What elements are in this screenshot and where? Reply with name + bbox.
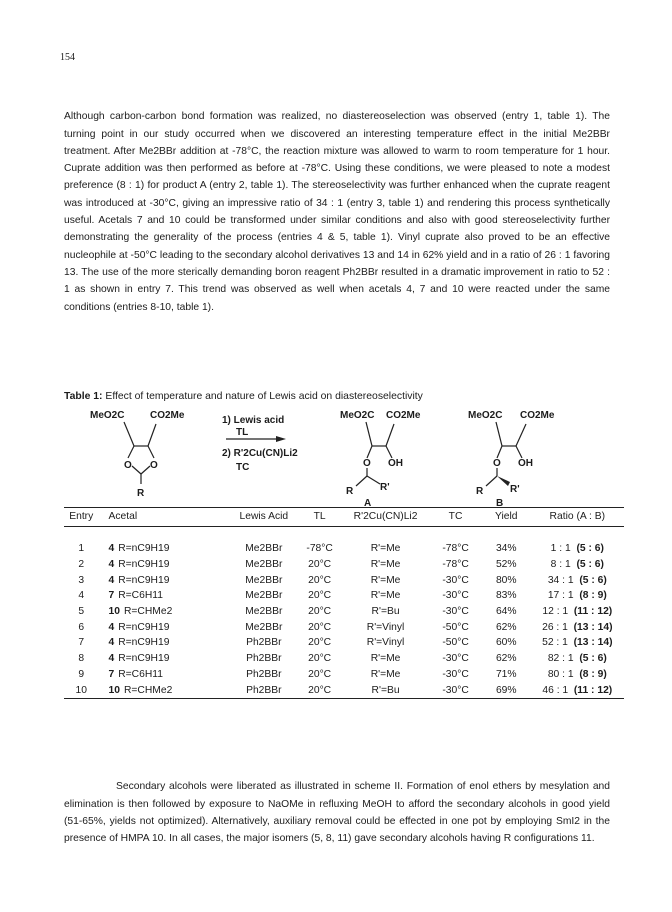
cell-entry: 4 <box>78 590 85 602</box>
header-lewis-acid: Lewis Acid <box>230 508 297 527</box>
acetal-substituent: R=C6H11 <box>118 668 163 680</box>
cell-tc: -30°C <box>442 590 469 602</box>
cell-tc: -50°C <box>442 637 469 649</box>
cell-tl: 20°C <box>308 653 332 665</box>
cell-acetal <box>98 527 230 557</box>
cell-ratio <box>531 557 624 573</box>
cell-tc: -78°C <box>442 543 469 555</box>
cell-cuprate: R'=Vinyl <box>366 621 405 633</box>
table-row <box>64 619 624 635</box>
cell-tl: 20°C <box>308 590 332 602</box>
table-row <box>64 651 624 667</box>
acetal-substituent: R=nC9H19 <box>118 574 170 586</box>
cell-yield: 62% <box>495 621 517 633</box>
cell-yield: 60% <box>495 637 517 649</box>
cell-tl: 20°C <box>308 621 332 633</box>
step1-temperature: TL <box>236 427 249 438</box>
acetal-compound-number: 4 <box>108 574 115 586</box>
ratio-compound-pair: (11 : 12) <box>573 606 613 618</box>
acetal-substituent: R=nC9H19 <box>118 559 170 571</box>
acetal-compound-number: 7 <box>108 590 115 602</box>
sm-r-group: R <box>137 488 145 499</box>
cell-acetal <box>98 557 230 573</box>
acetal-substituent: R=CHMe2 <box>123 606 173 618</box>
acetal-compound-number: 10 <box>108 606 120 618</box>
cell-lewis-acid: Ph2BBr <box>230 682 297 698</box>
ratio-compound-pair: (5 : 6) <box>579 653 607 665</box>
ratio-compound-pair: (11 : 12) <box>573 684 613 696</box>
cell-tc: -30°C <box>442 574 469 586</box>
acetal-compound-number: 4 <box>108 637 115 649</box>
cell-tc: -78°C <box>442 559 469 571</box>
cell-tc: -50°C <box>442 621 469 633</box>
acetal-compound-number: 4 <box>108 543 115 555</box>
cell-ratio <box>531 572 624 588</box>
table-row <box>64 635 624 651</box>
ratio-value: 46 : 1 <box>542 684 569 696</box>
ratio-compound-pair: (8 : 9) <box>579 590 607 602</box>
cell-tc: -30°C <box>429 682 482 698</box>
ratio-value: 12 : 1 <box>542 606 569 618</box>
acetal-compound-number: 7 <box>108 668 115 680</box>
cell-lewis-acid: Me2BBr <box>245 590 283 602</box>
table-row <box>64 557 624 573</box>
product-b-oh: OH <box>518 458 533 469</box>
header-tc: TC <box>429 508 482 527</box>
product-a-o: O <box>363 458 371 469</box>
product-b-rprime: R' <box>510 484 520 495</box>
sm-ester-left: MeO2C <box>90 410 125 421</box>
cell-yield: 34% <box>495 543 517 555</box>
cell-yield: 69% <box>482 682 531 698</box>
cell-tl: 20°C <box>308 559 332 571</box>
caption-label: Table 1: <box>64 391 103 402</box>
acetal-substituent: R=nC9H19 <box>118 621 170 633</box>
reaction-scheme <box>64 406 624 506</box>
cell-ratio <box>531 619 624 635</box>
acetal-compound-number: 4 <box>108 559 115 571</box>
cell-entry: 9 <box>78 668 85 680</box>
acetal-substituent: R=nC9H19 <box>118 637 170 649</box>
ratio-value: 82 : 1 <box>547 653 574 665</box>
cell-acetal <box>98 619 230 635</box>
cell-ratio <box>531 635 624 651</box>
cell-lewis-acid: Me2BBr <box>245 543 283 555</box>
product-a-label: A <box>364 498 372 506</box>
body-paragraph-2: Secondary alcohols were liberated as illustrated in scheme II. Formation of enol ethers by mesylation and elimination is then followed by exposure to NaOMe in refluxing MeOH to afford the secondary alcohols in good yield (51-65%, yields not optimized). Alternatively, auxiliary removal could be effected in one pot by employing SmI2 in the presence of HMPA 10. In all cases, the major isomers (5, 8, 11) gave secondary alcohols having R configurations 11. <box>64 781 610 845</box>
product-a-rprime: R' <box>380 482 390 493</box>
acetal-substituent: R=nC9H19 <box>118 543 170 555</box>
ratio-compound-pair: (5 : 6) <box>576 559 604 571</box>
cell-lewis-acid: Ph2BBr <box>246 653 282 665</box>
cell-lewis-acid: Me2BBr <box>245 559 283 571</box>
table-header-row <box>64 508 624 527</box>
cell-ratio <box>531 682 624 698</box>
cell-acetal <box>98 667 230 683</box>
header-acetal: Acetal <box>98 508 230 527</box>
cell-lewis-acid: Me2BBr <box>245 621 283 633</box>
cell-yield: 64% <box>495 606 517 618</box>
cell-entry: 5 <box>78 606 85 618</box>
header-cuprate: R'2Cu(CN)Li2 <box>342 508 429 527</box>
page-number: 154 <box>60 52 75 63</box>
product-b-label: B <box>496 498 504 506</box>
body-paragraph-1: Although carbon-carbon bond formation was realized, no diastereoselection was observed (entry 1, table 1). The turning point in our study occurred when we discovered an interesting temperature effect in the initial Me2BBr treatment. After Me2BBr addition at -78°C, the reaction mixture was allowed to warm to room temperature for 1 hour. Cuprate addition was then performed as before at -78°C. Using these conditions, we were pleased to note a modest preference (8 : 1) for product A (entry 2, table 1). The stereoselectivity was further enhanced when the cuprate reagent was introduced at -30°C, giving an impressive ratio of 34 : 1 (entry 3, table 1) and rendering this process synthetically useful. Acetals 7 and 10 could be transformed under similar conditions and also with good stereoselectivity further demonstrating the generality of the process (entries 4 & 5, table 1). Vinyl cuprate also proved to be an effective nucleophile at -50°C leading to the secondary alcohol derivatives 13 and 14 in 62% yield and in a ratio of 26 : 1 favoring 13. The use of the more sterically demanding boron reagent Ph2BBr resulted in a dramatic improvement in ratio to 52 : 1 as shown in entry 7. This trend was observed as well when acetals 4, 7 and 10 were reacted under the same conditions (entries 8-10, table 1). <box>64 111 610 313</box>
product-b-ester-left: MeO2C <box>468 410 503 421</box>
acetal-substituent: R=CHMe2 <box>123 684 173 696</box>
cell-tc: -30°C <box>442 668 469 680</box>
product-a-ester-left: MeO2C <box>340 410 375 421</box>
cell-acetal <box>98 572 230 588</box>
cell-yield: 62% <box>495 653 517 665</box>
sm-ring-o-right: O <box>150 460 158 471</box>
cell-ratio <box>531 604 624 620</box>
product-a-r: R <box>346 486 354 497</box>
cell-ratio <box>531 527 624 557</box>
step2-reagent: 2) R'2Cu(CN)Li2 <box>222 448 298 459</box>
product-b-o: O <box>493 458 501 469</box>
cell-yield: 52% <box>495 559 517 571</box>
table-row <box>64 682 624 698</box>
cell-cuprate: R'=Me <box>370 653 401 665</box>
cell-entry: 8 <box>78 653 85 665</box>
table-row <box>64 527 624 557</box>
ratio-compound-pair: (13 : 14) <box>573 637 613 649</box>
cell-entry: 10 <box>64 682 98 698</box>
table-caption <box>64 391 423 402</box>
cell-cuprate: R'=Me <box>370 559 401 571</box>
header-ratio: Ratio (A : B) <box>531 508 624 527</box>
acetal-compound-number: 10 <box>108 684 120 696</box>
cell-entry: 3 <box>78 574 85 586</box>
ratio-value: 52 : 1 <box>542 637 568 649</box>
cell-lewis-acid: Ph2BBr <box>246 637 282 649</box>
cell-tl: 20°C <box>297 682 342 698</box>
ratio-value: 17 : 1 <box>547 590 574 602</box>
ratio-value: 1 : 1 <box>550 543 571 555</box>
cell-cuprate: R'=Me <box>370 574 401 586</box>
cell-yield: 83% <box>495 590 517 602</box>
sm-ester-right: CO2Me <box>150 410 185 421</box>
product-b-ester-right: CO2Me <box>520 410 555 421</box>
cell-lewis-acid: Me2BBr <box>245 574 283 586</box>
cell-tl: 20°C <box>308 668 332 680</box>
cell-tl: -78°C <box>306 543 333 555</box>
acetal-substituent: R=C6H11 <box>118 590 163 602</box>
cell-ratio <box>531 667 624 683</box>
cell-acetal <box>98 651 230 667</box>
cell-tl: 20°C <box>308 637 332 649</box>
acetal-substituent: R=nC9H19 <box>118 653 170 665</box>
ratio-value: 80 : 1 <box>547 668 574 680</box>
acetal-compound-number: 4 <box>108 653 115 665</box>
cell-yield: 71% <box>495 668 517 680</box>
product-b-r: R <box>476 486 484 497</box>
cell-entry: 6 <box>78 621 85 633</box>
results-table <box>64 507 624 699</box>
ratio-compound-pair: (13 : 14) <box>573 621 613 633</box>
cell-cuprate: R'=Me <box>370 668 401 680</box>
cell-cuprate: R'=Me <box>370 590 401 602</box>
table-row <box>64 588 624 604</box>
cell-acetal <box>98 588 230 604</box>
ratio-value: 34 : 1 <box>547 574 574 586</box>
cell-tl: 20°C <box>308 574 332 586</box>
table-row <box>64 667 624 683</box>
cell-acetal <box>98 635 230 651</box>
cell-entry: 7 <box>78 637 85 649</box>
cell-cuprate: R'=Vinyl <box>366 637 405 649</box>
cell-acetal <box>98 604 230 620</box>
cell-tl: 20°C <box>308 606 332 618</box>
cell-entry: 2 <box>78 559 85 571</box>
ratio-value: 8 : 1 <box>550 559 571 571</box>
ratio-compound-pair: (5 : 6) <box>576 543 604 555</box>
step2-temperature: TC <box>236 462 250 473</box>
cell-lewis-acid: Ph2BBr <box>246 668 282 680</box>
header-yield: Yield <box>482 508 531 527</box>
table-row <box>64 572 624 588</box>
cell-yield: 80% <box>495 574 517 586</box>
cell-cuprate: R'=Bu <box>371 606 400 618</box>
ratio-compound-pair: (5 : 6) <box>579 574 607 586</box>
cell-acetal <box>98 682 230 698</box>
ratio-value: 26 : 1 <box>542 621 568 633</box>
ratio-compound-pair: (8 : 9) <box>579 668 607 680</box>
cell-ratio <box>531 588 624 604</box>
table-row <box>64 604 624 620</box>
cell-entry: 1 <box>78 543 85 555</box>
header-entry: Entry <box>64 508 98 527</box>
cell-lewis-acid: Me2BBr <box>245 606 283 618</box>
cell-tc: -30°C <box>442 653 469 665</box>
sm-ring-o-left: O <box>124 460 132 471</box>
cell-cuprate: R'=Bu <box>342 682 429 698</box>
product-a-oh: OH <box>388 458 403 469</box>
cell-cuprate: R'=Me <box>370 543 401 555</box>
step1-reagent: 1) Lewis acid <box>222 415 285 426</box>
caption-text: Effect of temperature and nature of Lewis acid on diastereoselectivity <box>102 391 423 402</box>
header-tl: TL <box>297 508 342 527</box>
cell-ratio <box>531 651 624 667</box>
product-a-ester-right: CO2Me <box>386 410 421 421</box>
cell-tc: -30°C <box>442 606 469 618</box>
acetal-compound-number: 4 <box>108 621 115 633</box>
